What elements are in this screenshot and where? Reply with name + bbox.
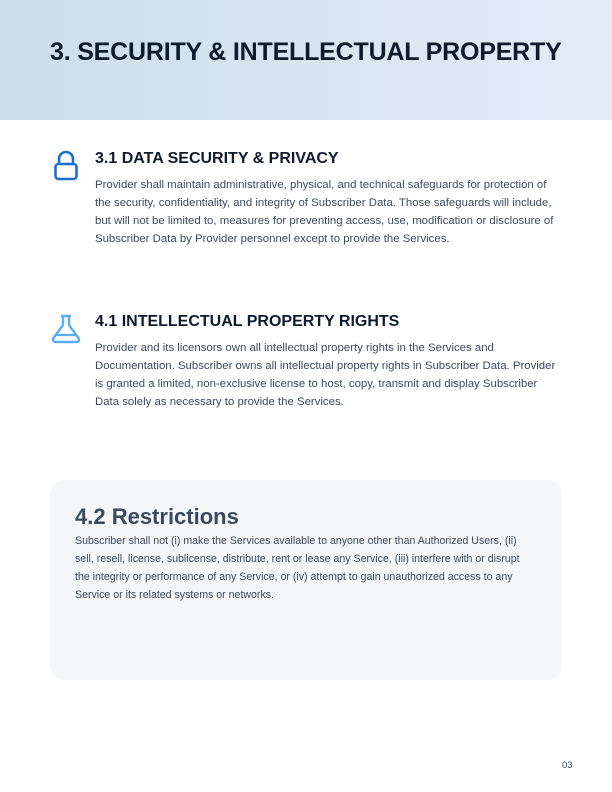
page-header (0, 0, 612, 120)
section-title: 4.1 INTELLECTUAL PROPERTY RIGHTS (95, 313, 400, 330)
page-number: 03 (562, 760, 573, 771)
restrictions-title: 4.2 Restrictions (75, 504, 239, 529)
lock-icon (50, 150, 82, 184)
restrictions-box (50, 480, 562, 680)
flask-icon (50, 313, 82, 347)
section-data-security (50, 150, 560, 248)
section-body: Provider shall maintain administrative, physical, and technical safeguards for protection of the security, confidentiality, and integrity of Subscriber Data. Those safeguards will include, but will not be limited to, measures for preventing access, use, modification or disclosure of Subscriber Data by Provider personnel except to provide the Services. (95, 179, 554, 245)
section-body: Provider and its licensors own all intellectual property rights in the Services and Documentation. Subscriber owns all intellectual property rights in Subscriber Data. Provider is granted a limited, non-exclusive license to host, copy, transmit and display Subscriber Data solely as necessary to provide the Services. (95, 342, 556, 408)
section-title: 3.1 DATA SECURITY & PRIVACY (95, 150, 339, 167)
section-intellectual-property (50, 313, 560, 411)
page-title: 3. SECURITY & INTELLECTUAL PROPERTY (50, 38, 562, 66)
restrictions-body: Subscriber shall not (i) make the Services available to anyone other than Authorized Users, (ii) sell, resell, license, sublicense, distribute, rent or lease any Service, (iii) interfere with or disrupt the integrity or performance of any Service, or (iv) attempt to gain unauthorized access to any Service or its related systems or networks. (75, 535, 520, 601)
